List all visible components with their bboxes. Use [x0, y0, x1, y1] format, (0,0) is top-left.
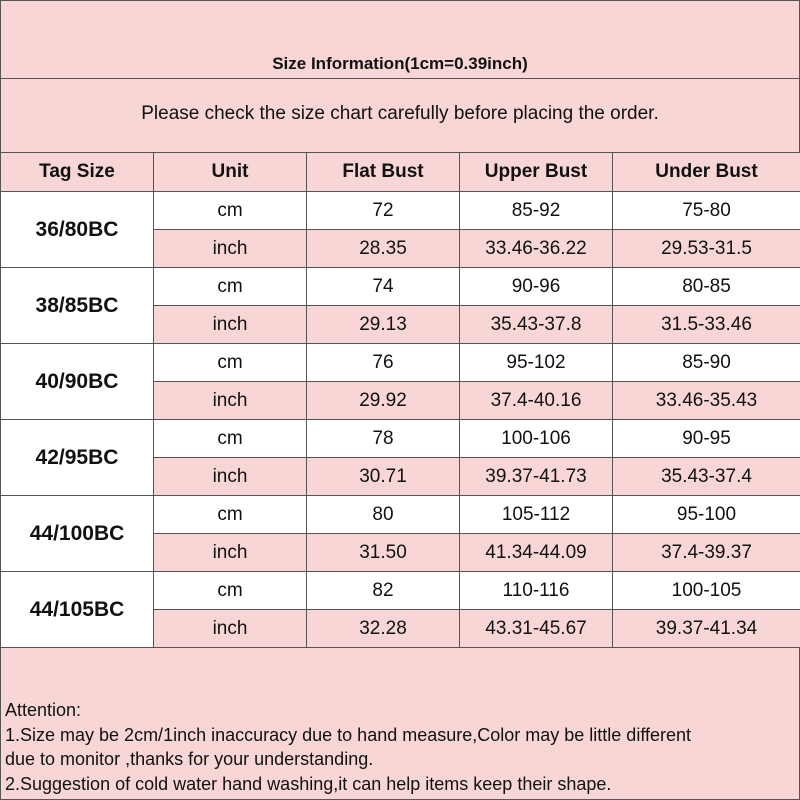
unit-cell: inch — [154, 382, 307, 420]
table-row — [1, 572, 800, 610]
attention-note-1: 1.Size may be 2cm/1inch inaccuracy due to hand measure,Color may be little different — [5, 724, 692, 745]
upper-bust-cell: 90-96 — [460, 268, 613, 306]
tag-size-cell: 36/80BC — [1, 192, 154, 268]
under-bust-cell: 35.43-37.4 — [613, 458, 800, 496]
upper-bust-cell: 35.43-37.8 — [460, 306, 613, 344]
flat-bust-cell: 29.92 — [307, 382, 460, 420]
upper-bust-cell: 110-116 — [460, 572, 613, 610]
under-bust-cell: 33.46-35.43 — [613, 382, 800, 420]
under-bust-cell: 75-80 — [613, 192, 800, 230]
unit-cell: cm — [154, 268, 307, 306]
flat-bust-cell: 74 — [307, 268, 460, 306]
unit-cell: inch — [154, 306, 307, 344]
table-row — [1, 496, 800, 534]
attention-notes — [5, 698, 800, 796]
table-row — [1, 420, 800, 458]
table-row — [1, 192, 800, 230]
under-bust-cell: 85-90 — [613, 344, 800, 382]
table-row — [1, 344, 800, 382]
upper-bust-cell: 37.4-40.16 — [460, 382, 613, 420]
table-header-row — [1, 153, 800, 192]
tag-size-cell: 44/105BC — [1, 572, 154, 648]
flat-bust-cell: 31.50 — [307, 534, 460, 572]
unit-cell: inch — [154, 534, 307, 572]
flat-bust-cell: 72 — [307, 192, 460, 230]
tag-size-cell: 42/95BC — [1, 420, 154, 496]
upper-bust-cell: 85-92 — [460, 192, 613, 230]
column-header-unit: Unit — [154, 153, 307, 192]
title-bar — [0, 0, 800, 79]
flat-bust-cell: 29.13 — [307, 306, 460, 344]
flat-bust-cell: 80 — [307, 496, 460, 534]
unit-cell: cm — [154, 344, 307, 382]
size-table — [0, 152, 800, 648]
unit-cell: cm — [154, 572, 307, 610]
under-bust-cell: 80-85 — [613, 268, 800, 306]
flat-bust-cell: 30.71 — [307, 458, 460, 496]
unit-cell: inch — [154, 610, 307, 648]
flat-bust-cell: 78 — [307, 420, 460, 458]
attention-note-1-continued: due to monitor ,thanks for your understanding. — [5, 749, 374, 769]
column-header-upper-bust: Upper Bust — [460, 153, 613, 192]
column-header-tag-size: Tag Size — [1, 153, 154, 192]
upper-bust-cell: 41.34-44.09 — [460, 534, 613, 572]
tag-size-cell: 38/85BC — [1, 268, 154, 344]
under-bust-cell: 31.5-33.46 — [613, 306, 800, 344]
unit-cell: inch — [154, 458, 307, 496]
under-bust-cell: 37.4-39.37 — [613, 534, 800, 572]
under-bust-cell: 29.53-31.5 — [613, 230, 800, 268]
attention-note-2: 2.Suggestion of cold water hand washing,it can help items keep their shape. — [5, 773, 612, 794]
unit-cell: cm — [154, 496, 307, 534]
unit-cell: cm — [154, 192, 307, 230]
upper-bust-cell: 39.37-41.73 — [460, 458, 613, 496]
flat-bust-cell: 76 — [307, 344, 460, 382]
under-bust-cell: 90-95 — [613, 420, 800, 458]
tag-size-cell: 44/100BC — [1, 496, 154, 572]
page-title: Size Information(1cm=0.39inch) — [272, 54, 528, 73]
upper-bust-cell: 43.31-45.67 — [460, 610, 613, 648]
size-table-body — [1, 192, 800, 648]
flat-bust-cell: 28.35 — [307, 230, 460, 268]
unit-cell: cm — [154, 420, 307, 458]
attention-heading: Attention: — [5, 700, 82, 720]
under-bust-cell: 95-100 — [613, 496, 800, 534]
tag-size-cell: 40/90BC — [1, 344, 154, 420]
upper-bust-cell: 100-106 — [460, 420, 613, 458]
column-header-flat-bust: Flat Bust — [307, 153, 460, 192]
column-header-under-bust: Under Bust — [613, 153, 800, 192]
order-notice: Please check the size chart carefully before placing the order. — [141, 103, 659, 124]
flat-bust-cell: 32.28 — [307, 610, 460, 648]
under-bust-cell: 39.37-41.34 — [613, 610, 800, 648]
upper-bust-cell: 95-102 — [460, 344, 613, 382]
table-row — [1, 268, 800, 306]
flat-bust-cell: 82 — [307, 572, 460, 610]
unit-cell: inch — [154, 230, 307, 268]
under-bust-cell: 100-105 — [613, 572, 800, 610]
upper-bust-cell: 105-112 — [460, 496, 613, 534]
upper-bust-cell: 33.46-36.22 — [460, 230, 613, 268]
